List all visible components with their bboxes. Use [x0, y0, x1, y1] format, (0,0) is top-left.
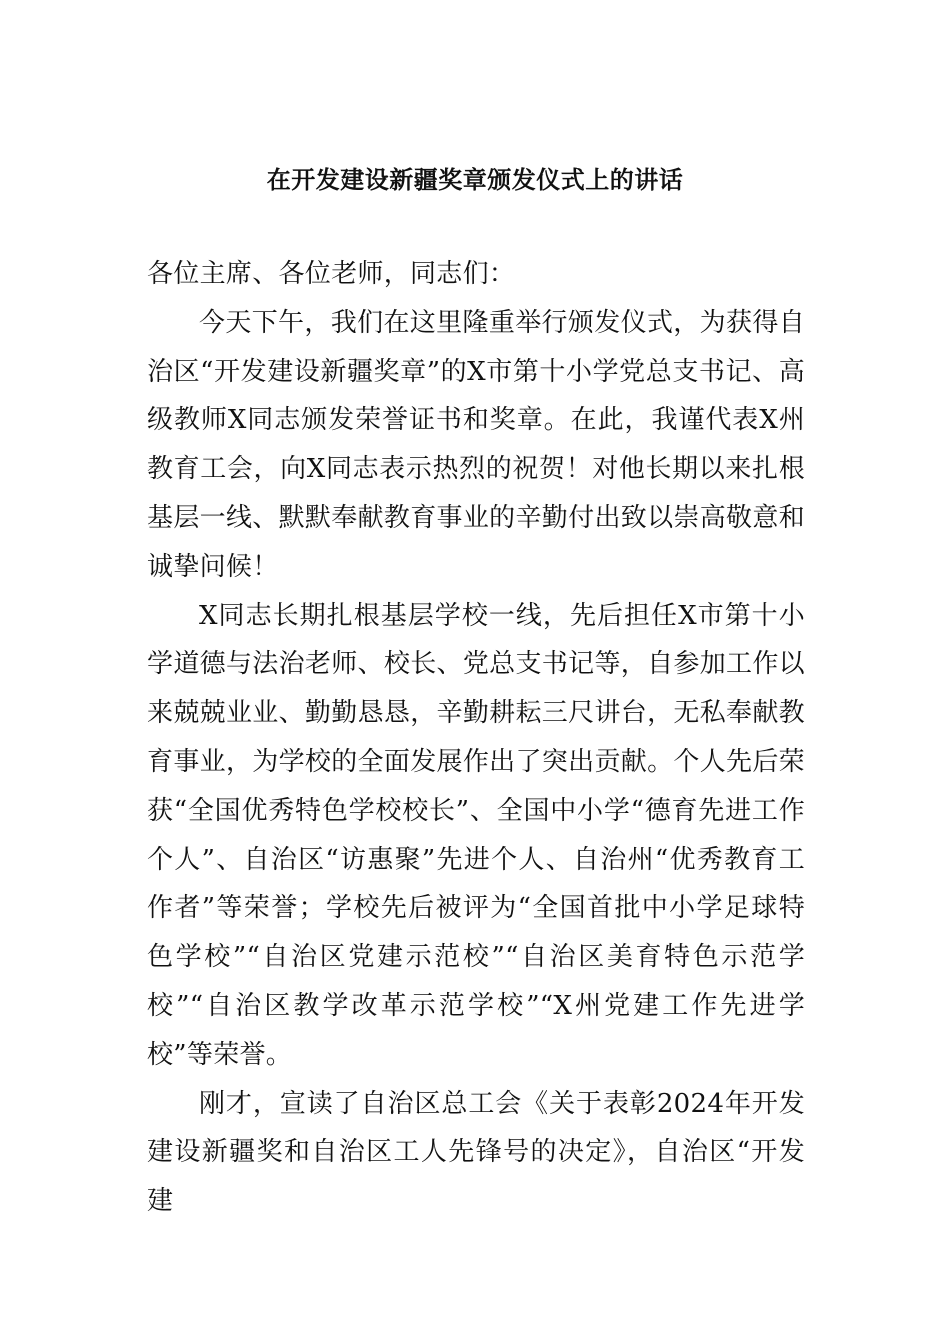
paragraph-1: 今天下午，我们在这里隆重举行颁发仪式，为获得自治区“开发建设新疆奖章”的X市第十小学党总支书记、高级教师X同志颁发荣誉证书和奖章。在此，我谨代表X州教育工会，向X同志表示热烈的祝贺！对他长期以来扎根基层一线、默默奉献教育事业的辛勤付出致以崇高敬意和诚挚问候！	[147, 307, 805, 582]
paragraph-2: X同志长期扎根基层学校一线，先后担任X市第十小学道德与法治老师、校长、党总支书记等，自参加工作以来兢兢业业、勤勤恳恳，辛勤耕耘三尺讲台，无私奉献教育事业，为学校的全面发展作出了突出贡献。个人先后荣获“全国优秀特色学校校长”、全国中小学“德育先进工作个人”、自治区“访惠聚”先进个人、自治州“优秀教育工作者”等荣誉；学校先后被评为“全国首批中小学足球特色学校”“自治区党建示范校”“自治区美育特色示范学校”“自治区教学改革示范学校”“X州党建工作先进学校”等荣誉。	[147, 600, 805, 1070]
salutation: 各位主席、各位老师，同志们：	[147, 259, 516, 289]
document-title: 在开发建设新疆奖章颁发仪式上的讲话	[266, 166, 684, 194]
paragraph-3: 刚才，宣读了自治区总工会《关于表彰2024年开发建设新疆奖和自治区工人先锋号的决定》，自治区“开发建	[147, 1088, 805, 1217]
document-body	[147, 250, 805, 1226]
